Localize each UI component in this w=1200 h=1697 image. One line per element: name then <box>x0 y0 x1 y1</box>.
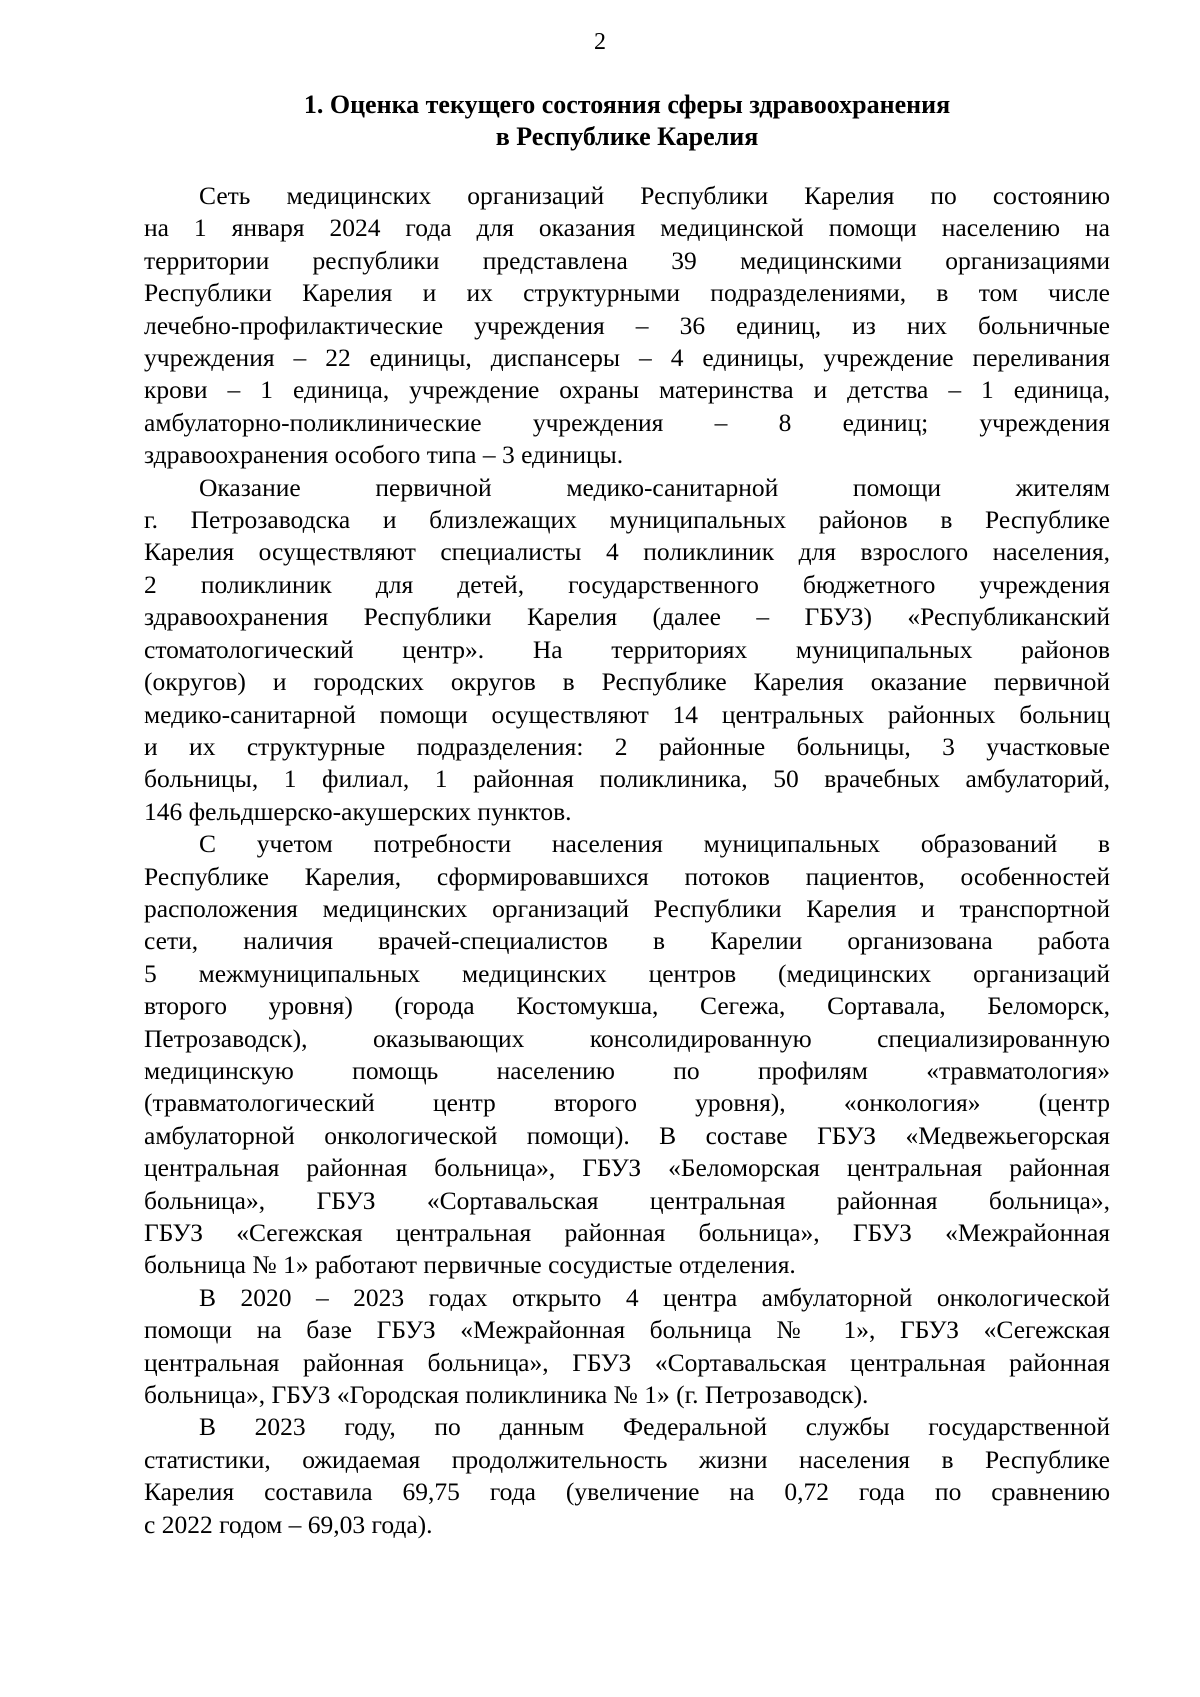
paragraph-line: 146 фельдшерско-акушерских пунктов. <box>144 796 572 826</box>
paragraph-line: Республике Карелия, сформировавшихся потоков пациентов, особенностей <box>144 861 1110 891</box>
paragraph-line: второго уровня) (города Костомукша, Сегежа, Сортавала, Беломорск, <box>144 991 1110 1021</box>
paragraph-line: территории республики представлена 39 медицинскими организациями <box>144 245 1110 275</box>
paragraph-line: больницы, 1 филиал, 1 районная поликлиника, 50 врачебных амбулаторий, <box>144 764 1110 794</box>
paragraph-line: медицинскую помощь населению по профилям «травматология» <box>144 1055 1110 1085</box>
paragraph-line: Оказание первичной медико-санитарной помощи жителям <box>199 472 1110 502</box>
paragraph-line: медико-санитарной помощи осуществляют 14 центральных районных больниц <box>144 699 1110 729</box>
paragraph-line: крови – 1 единица, учреждение охраны материнства и детства – 1 единица, <box>144 375 1110 405</box>
paragraph-line: центральная районная больница», ГБУЗ «Беломорская центральная районная <box>144 1153 1110 1183</box>
paragraph-line: больница № 1» работают первичные сосудистые отделения. <box>144 1250 796 1280</box>
paragraph <box>144 828 1110 1282</box>
paragraph-line: (округов) и городских округов в Республике Карелия оказание первичной <box>144 667 1110 697</box>
section-title-line-1: 1. Оценка текущего состояния сферы здравоохранения <box>303 90 951 119</box>
paragraph-line: С учетом потребности населения муниципальных образований в <box>199 829 1110 859</box>
paragraph-line: Сеть медицинских организаций Республики Карелия по состоянию <box>199 181 1110 210</box>
paragraph-line: больница», ГБУЗ «Сортавальская центральная районная больница», <box>144 1185 1110 1215</box>
paragraph-line: сети, наличия врачей-специалистов в Карелии организована работа <box>144 926 1110 956</box>
paragraph-line: 5 межмуниципальных медицинских центров (медицинских организаций <box>144 958 1110 988</box>
paragraph-line: лечебно-профилактические учреждения – 36 единиц, из них больничные <box>144 310 1110 340</box>
section-title-line-2: в Республике Карелия <box>495 122 759 151</box>
paragraph <box>144 472 1110 828</box>
paragraph-line: расположения медицинских организаций Республики Карелия и транспортной <box>144 893 1110 923</box>
paragraph-line: Карелия составила 69,75 года (увеличение на 0,72 года по сравнению <box>144 1477 1110 1507</box>
paragraph-line: стоматологический центр». На территориях муниципальных районов <box>144 634 1110 664</box>
paragraph-line: больница», ГБУЗ «Городская поликлиника № 1» (г. Петрозаводск). <box>144 1380 869 1410</box>
paragraph <box>144 180 1110 472</box>
paragraph-line: и их структурные подразделения: 2 районные больницы, 3 участковые <box>144 731 1110 761</box>
paragraph-line: статистики, ожидаемая продолжительность жизни населения в Республике <box>144 1444 1110 1474</box>
document-body <box>144 180 1110 1541</box>
paragraph-line: здравоохранения Республики Карелия (далее – ГБУЗ) «Республиканский <box>144 602 1110 632</box>
section-title <box>144 89 1110 153</box>
paragraph-line: 2 поликлиник для детей, государственного бюджетного учреждения <box>144 569 1110 599</box>
paragraph-line: здравоохранения особого типа – 3 единицы. <box>144 440 624 470</box>
paragraph-line: г. Петрозаводска и близлежащих муниципальных районов в Республике <box>144 505 1110 535</box>
paragraph-line: центральная районная больница», ГБУЗ «Сортавальская центральная районная <box>144 1347 1110 1377</box>
page-number: 2 <box>594 29 606 55</box>
paragraph-line: учреждения – 22 единицы, диспансеры – 4 единицы, учреждение переливания <box>144 343 1110 373</box>
paragraph-line: (травматологический центр второго уровня), «онкология» (центр <box>144 1088 1110 1118</box>
paragraph-line: ГБУЗ «Сегежская центральная районная больница», ГБУЗ «Межрайонная <box>144 1218 1110 1247</box>
paragraph-line: помощи на базе ГБУЗ «Межрайонная больница № 1», ГБУЗ «Сегежская <box>144 1315 1110 1345</box>
paragraph-line: на 1 января 2024 года для оказания медицинской помощи населению на <box>144 213 1110 243</box>
paragraph-line: В 2023 году, по данным Федеральной службы государственной <box>199 1412 1110 1442</box>
paragraph-line: с 2022 годом – 69,03 года). <box>144 1509 433 1539</box>
paragraph <box>144 1411 1110 1541</box>
paragraph <box>144 1282 1110 1412</box>
paragraph-line: амбулаторно-поликлинические учреждения – 8 единиц; учреждения <box>144 407 1110 437</box>
paragraph-line: амбулаторной онкологической помощи). В составе ГБУЗ «Медвежьегорская <box>144 1120 1110 1150</box>
paragraph-line: В 2020 – 2023 годах открыто 4 центра амбулаторной онкологической <box>199 1282 1110 1312</box>
paragraph-line: Карелия осуществляют специалисты 4 поликлиник для взрослого населения, <box>144 537 1110 567</box>
paragraph-line: Республики Карелия и их структурными подразделениями, в том числе <box>144 278 1110 308</box>
paragraph-line: Петрозаводск), оказывающих консолидированную специализированную <box>144 1023 1110 1053</box>
